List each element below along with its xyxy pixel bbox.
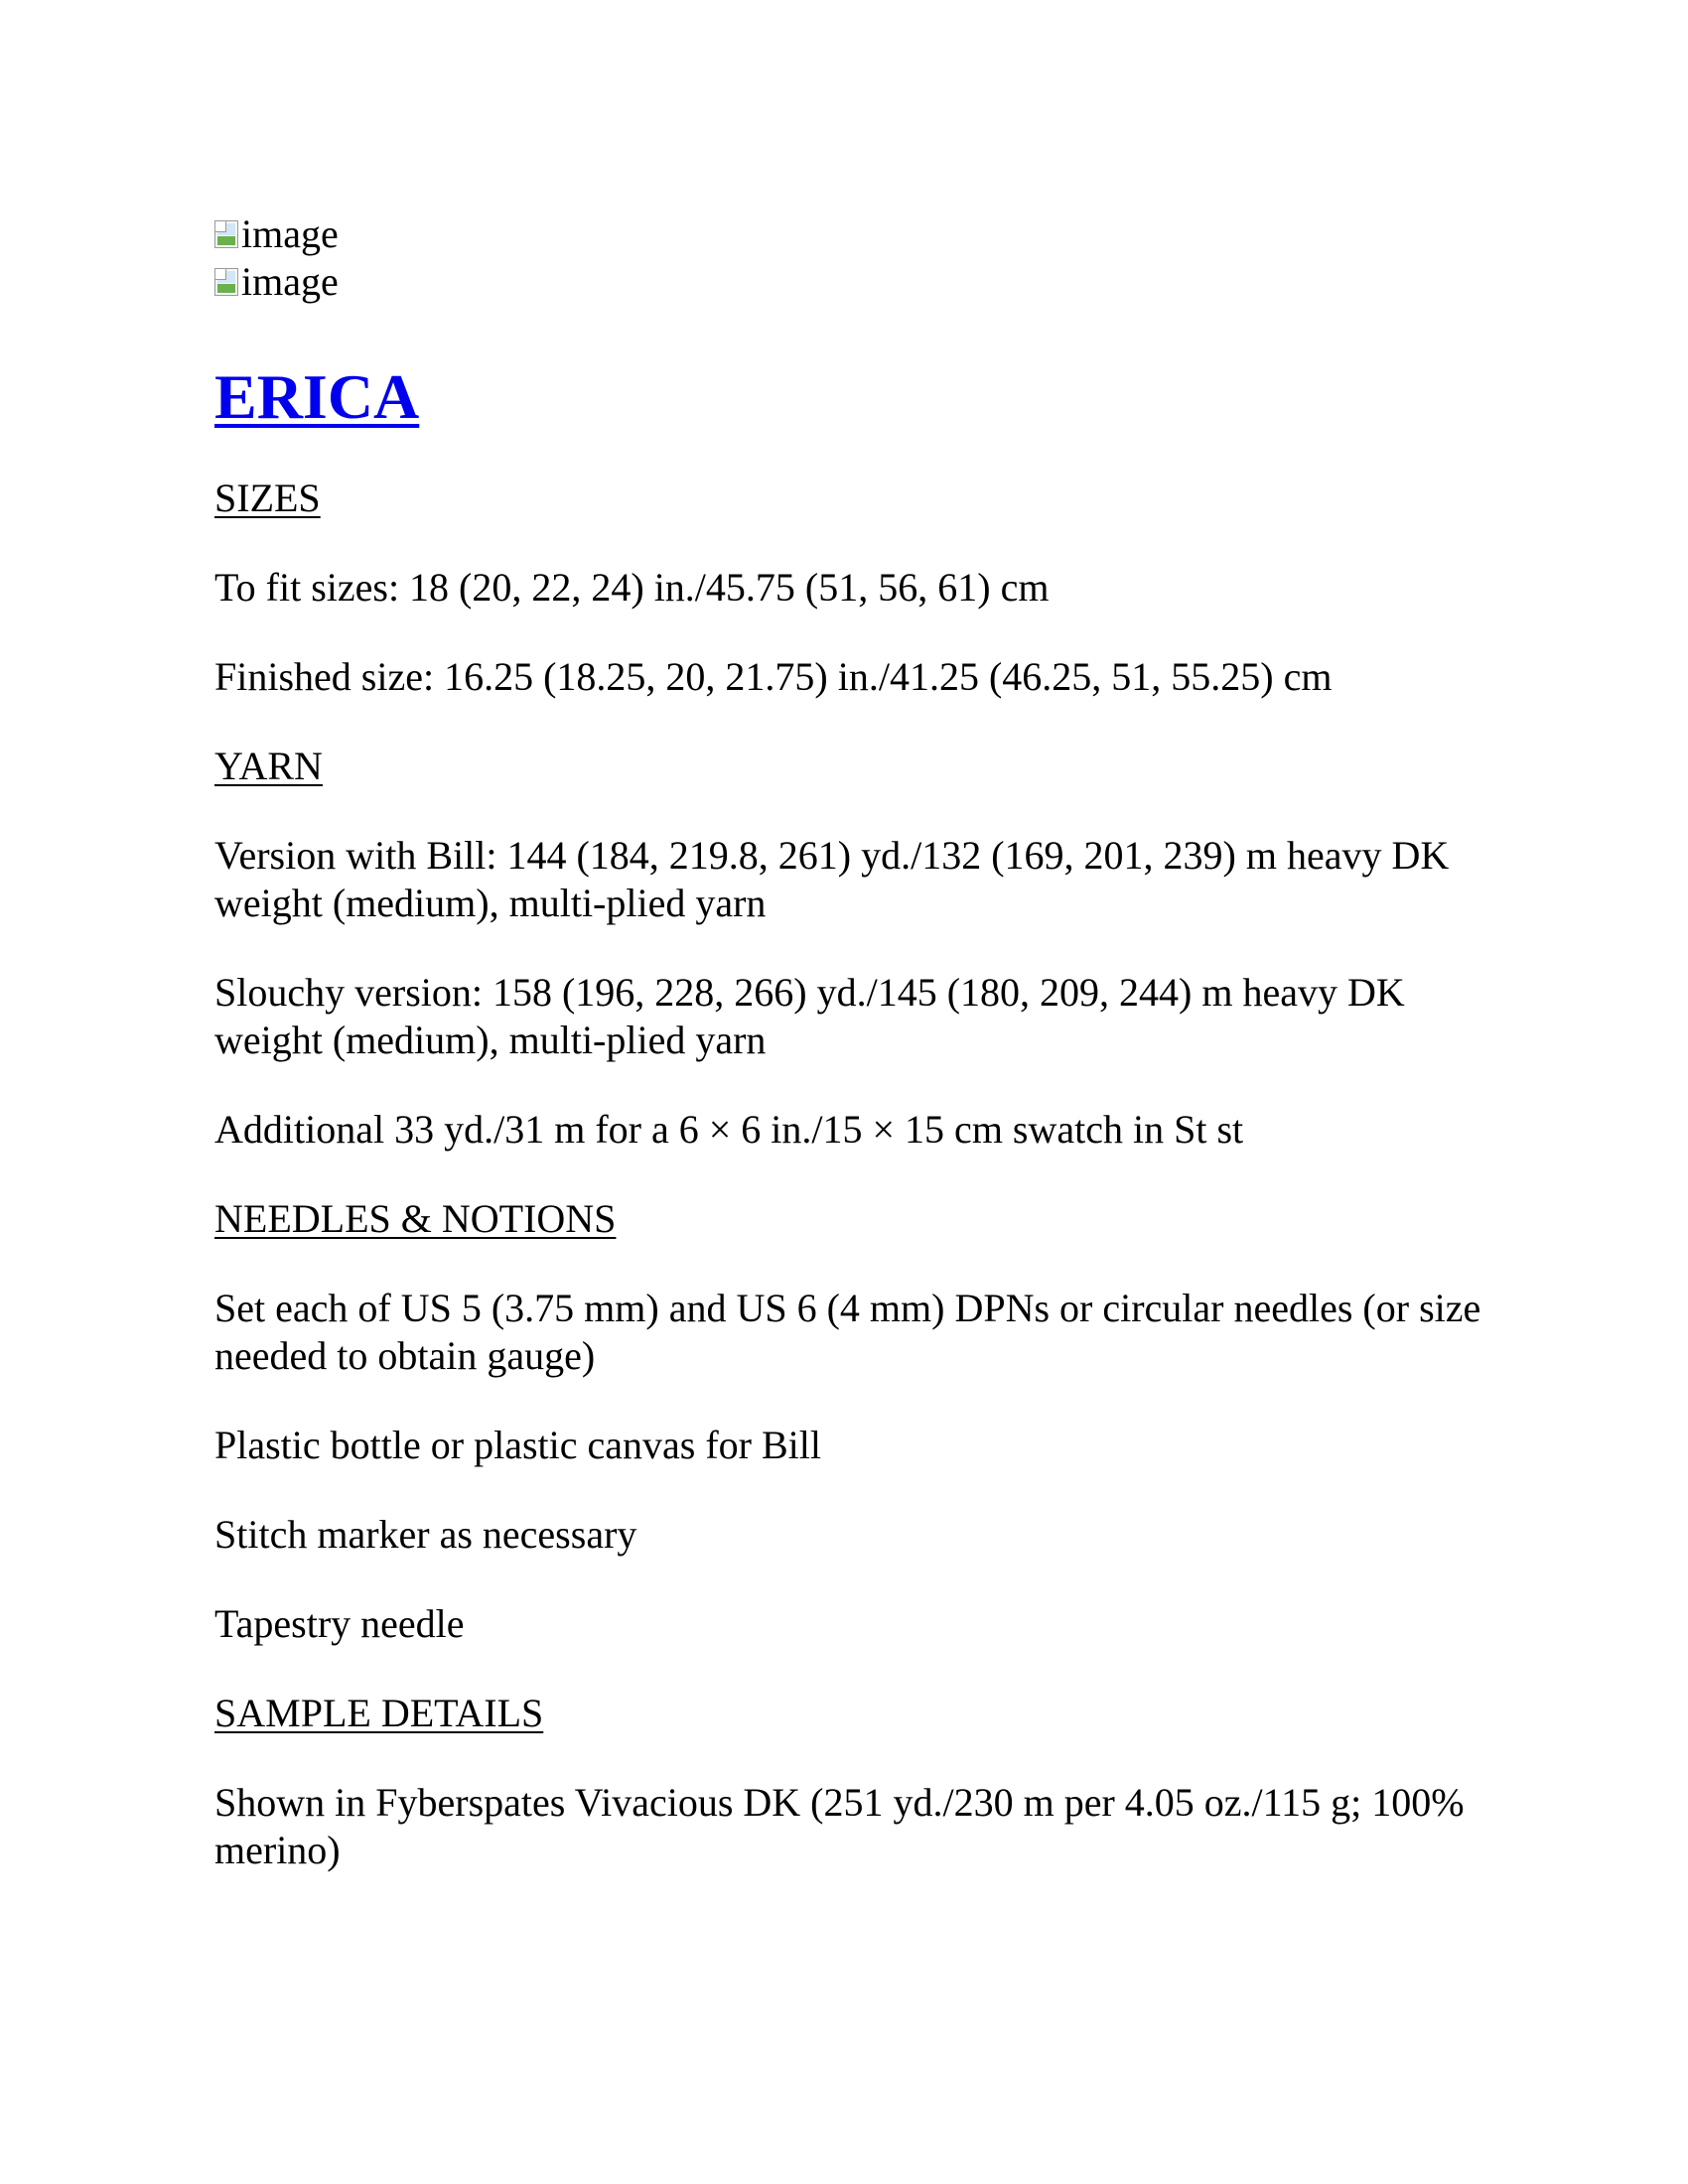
needles-item: Plastic bottle or plastic canvas for Bill xyxy=(214,1423,821,1467)
needles-item: Stitch marker as necessary xyxy=(214,1512,637,1557)
section-heading-sample: SAMPLE DETAILS xyxy=(214,1691,544,1735)
section-heading-sizes: SIZES xyxy=(214,476,321,520)
sample-item: Shown in Fyberspates Vivacious DK (251 yd./230 m per 4.05 oz./115 g; 100% merino) xyxy=(214,1780,1465,1872)
pattern-title xyxy=(214,359,1485,435)
needles-item: Set each of US 5 (3.75 mm) and US 6 (4 mm) DPNs or circular needles (or size needed to obtain gauge) xyxy=(214,1286,1481,1378)
image-alt-text: image xyxy=(241,211,339,256)
document-content xyxy=(214,210,1485,1874)
broken-image-icon xyxy=(214,220,238,248)
sizes-item: To fit sizes: 18 (20, 22, 24) in./45.75 (51, 56, 61) cm xyxy=(214,565,1050,610)
yarn-item: Additional 33 yd./31 m for a 6 × 6 in./15 × 15 cm swatch in St st xyxy=(214,1107,1244,1152)
image-placeholder xyxy=(214,210,1485,258)
needles-item: Tapestry needle xyxy=(214,1601,465,1646)
section-heading-needles: NEEDLES & NOTIONS xyxy=(214,1196,617,1241)
section-heading-yarn: YARN xyxy=(214,744,323,788)
image-alt-text: image xyxy=(241,259,339,304)
yarn-item: Version with Bill: 144 (184, 219.8, 261) yd./132 (169, 201, 239) m heavy DK weight (medium), multi-plied yarn xyxy=(214,833,1450,925)
pattern-title-link[interactable]: ERICA xyxy=(214,361,420,432)
yarn-item: Slouchy version: 158 (196, 228, 266) yd./145 (180, 209, 244) m heavy DK weight (medium), multi-plied yarn xyxy=(214,970,1405,1062)
image-placeholder xyxy=(214,258,1485,306)
broken-image-icon xyxy=(214,268,238,296)
sizes-item: Finished size: 16.25 (18.25, 20, 21.75) in./41.25 (46.25, 51, 55.25) cm xyxy=(214,654,1333,699)
